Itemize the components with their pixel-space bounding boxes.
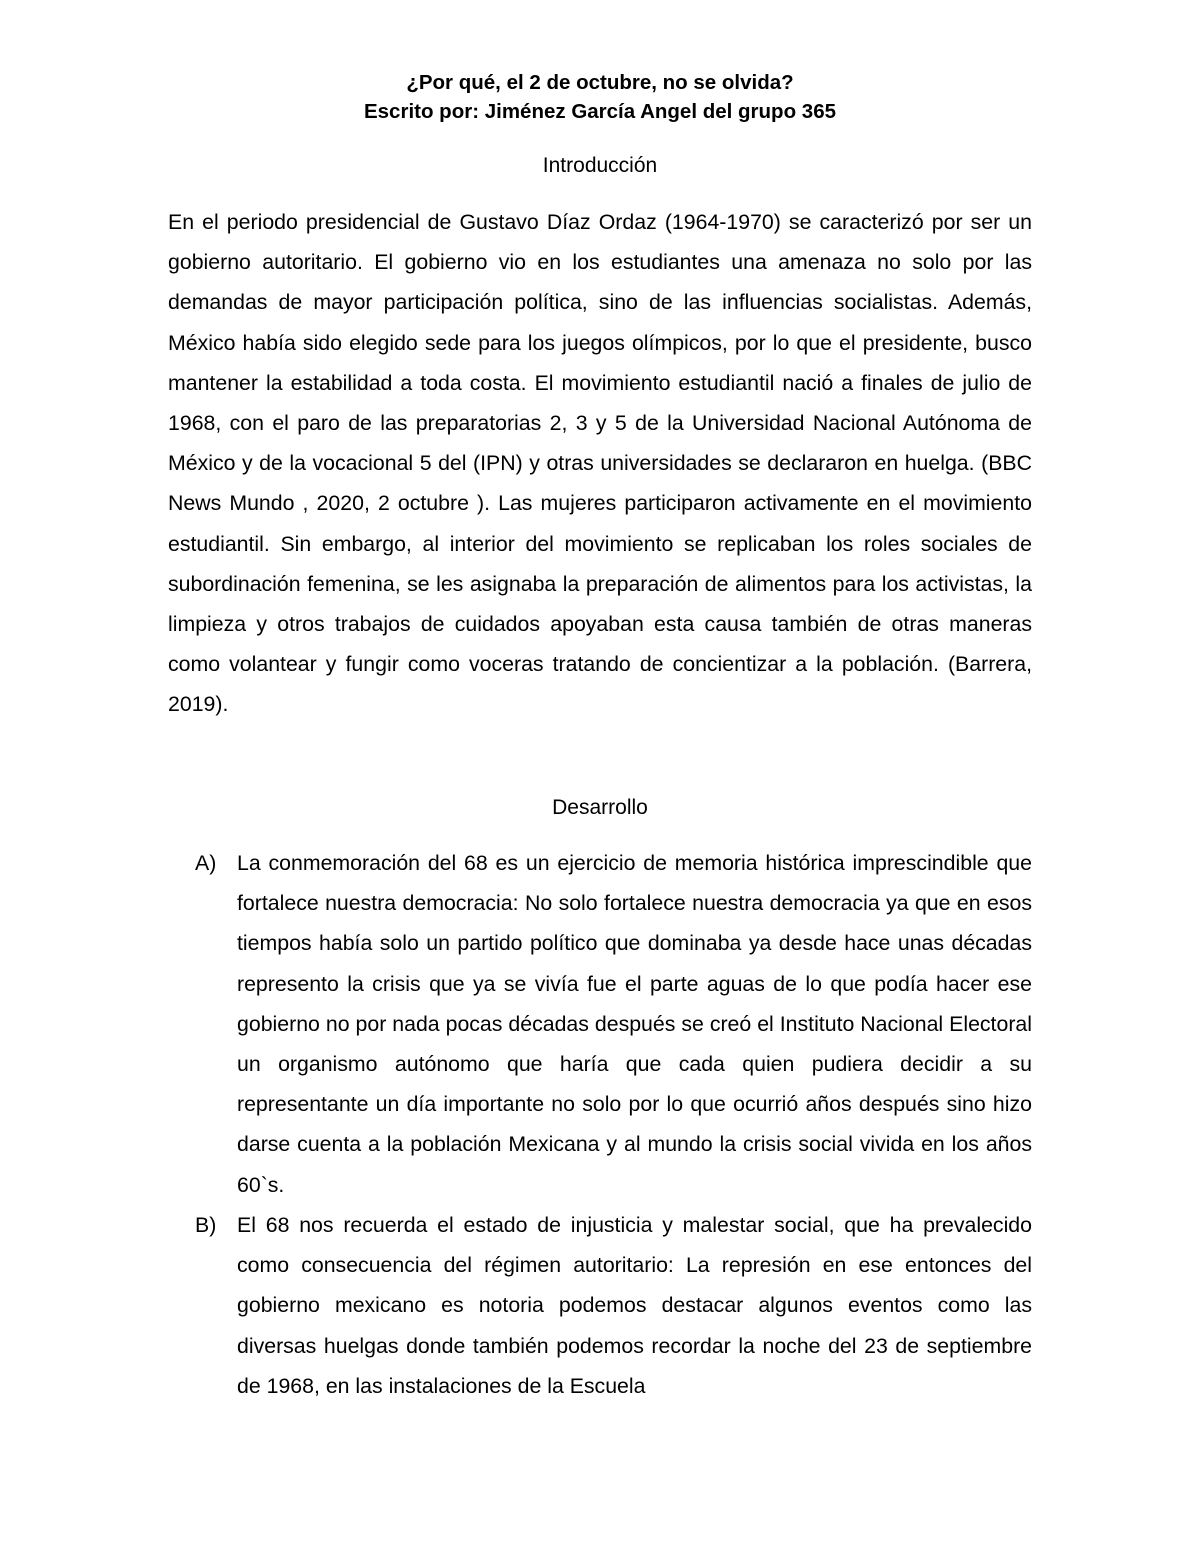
introduction-paragraph: En el periodo presidencial de Gustavo Díaz Ordaz (1964-1970) se caracterizó por ser un gobierno autoritario. El gobierno vio en los estudiantes una amenaza no solo por las demandas de mayor participación política, sino de las influencias socialistas. Además, México había sido elegido sede para los juegos olímpicos, por lo que el presidente, busco mantener la estabilidad a toda costa. El movimiento estudiantil nació a finales de julio de 1968, con el paro de las preparatorias 2, 3 y 5 de la Universidad Nacional Autónoma de México y de la vocacional 5 del (IPN) y otras universidades se declararon en huelga. (BBC News Mundo , 2020, 2 octubre ). Las mujeres participaron activamente en el movimiento estudiantil. Sin embargo, al interior del movimiento se replicaban los roles sociales de subordinación femenina, se les asignaba la preparación de alimentos para los activistas, la limpieza y otros trabajos de cuidados apoyaban esta causa también de otras maneras como volantear y fungir como voceras tratando de concientizar a la población. (Barrera, 2019). — [168, 210, 1032, 717]
list-item-text: La conmemoración del 68 es un ejercicio de memoria histórica imprescindible que fortalece nuestra democracia: No solo fortalece nuestra democracia ya que en esos tiempos había solo un partido político que dominaba ya desde hace unas décadas represento la crisis que ya se vivía fue el parte aguas de lo que podía hacer ese gobierno no por nada pocas décadas después se creó el Instituto Nacional Electoral un organismo autónomo que haría que cada quien pudiera decidir a su representante un día importante no solo por lo que ocurrió años después sino hizo darse cuenta a la población Mexicana y al mundo la crisis social vivida en los años 60`s. — [237, 851, 1032, 1197]
development-heading: Desarrollo — [552, 796, 648, 819]
list-marker: A) — [195, 851, 217, 875]
document-title: ¿Por qué, el 2 de octubre, no se olvida? — [406, 71, 794, 94]
list-item-text: El 68 nos recuerda el estado de injusticia y malestar social, que ha prevalecido como consecuencia del régimen autoritario: La represión en ese entonces del gobierno mexicano es notoria podemos destacar algunos eventos como las diversas huelgas donde también podemos recordar la noche del 23 de septiembre de 1968, en las instalaciones de la Escuela — [237, 1213, 1032, 1398]
author-line: Escrito por: Jiménez García Angel del grupo 365 — [363, 100, 836, 123]
introduction-heading: Introducción — [542, 154, 658, 177]
list-marker: B) — [195, 1213, 217, 1237]
title-block — [0, 68, 1200, 126]
